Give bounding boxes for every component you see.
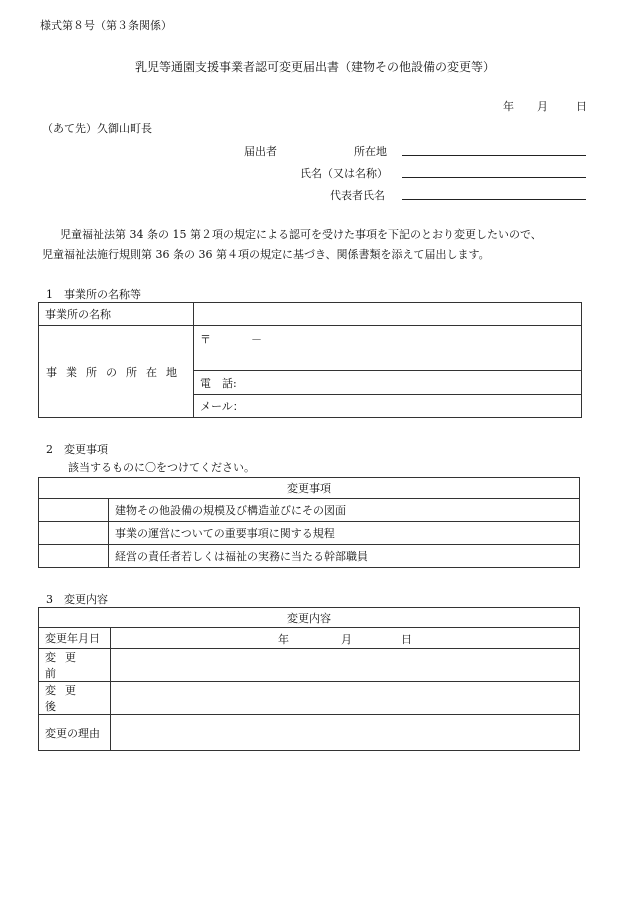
facility-name-field[interactable] [194, 303, 582, 326]
applicant-name-label: 氏名（又は名称） [300, 167, 388, 180]
facility-email-field[interactable]: メール： [194, 395, 582, 418]
after-label: 変更後 [39, 682, 111, 715]
section3-heading: 3 変更内容 [46, 593, 108, 606]
facility-postal-field[interactable] [194, 326, 582, 371]
change-content-header: 変更内容 [39, 608, 580, 628]
applicant-label: 届出者 [244, 145, 277, 158]
reason-label: 変更の理由 [39, 715, 111, 751]
form-number: 様式第８号（第３条関係） [40, 19, 172, 32]
reason-field[interactable] [111, 715, 580, 751]
change-item-check-1[interactable] [39, 499, 109, 522]
facility-phone-field[interactable]: 電 話: [194, 371, 582, 395]
applicant-name-line[interactable] [402, 177, 586, 178]
after-field[interactable] [111, 682, 580, 715]
facility-address-label: 事業所の所在地 [39, 326, 194, 418]
change-item-label-3: 経営の責任者若しくは福祉の実務に当たる幹部職員 [109, 545, 580, 568]
date-day-label: 日 [576, 100, 587, 113]
change-item-check-2[interactable] [39, 522, 109, 545]
before-field[interactable] [111, 649, 580, 682]
addressee: （あて先）久御山町長 [42, 122, 152, 135]
change-content-table [38, 607, 580, 751]
change-date-year: 年 [278, 633, 289, 646]
applicant-rep-line[interactable] [402, 199, 586, 200]
section2-heading: 2 変更事項 [46, 443, 108, 456]
section2-instruction: 該当するものに〇をつけてください。 [68, 461, 255, 474]
change-item-label-1: 建物その他設備の規模及び構造並びにその図面 [109, 499, 580, 522]
before-label: 変更前 [39, 649, 111, 682]
change-date-field[interactable] [111, 628, 580, 649]
facility-name-label: 事業所の名称 [39, 303, 194, 326]
body-text-line1: 児童福祉法第 34 条の 15 第２項の規定による認可を受けた事項を下記のとおり変更したいので、 [60, 228, 542, 241]
applicant-rep-label: 代表者氏名 [330, 189, 385, 202]
facility-table [38, 302, 582, 418]
change-date-month: 月 [341, 633, 352, 646]
date-month-label: 月 [537, 100, 548, 113]
change-date-label: 変更年月日 [39, 628, 111, 649]
postal-mark: 〒 [200, 333, 211, 346]
applicant-address-label: 所在地 [354, 145, 387, 158]
change-items-table [38, 477, 580, 568]
change-item-check-3[interactable] [39, 545, 109, 568]
change-item-label-2: 事業の運営についての重要事項に関する規程 [109, 522, 580, 545]
section1-heading: 1 事業所の名称等 [46, 288, 141, 301]
postal-dash: － [251, 333, 262, 346]
change-items-header: 変更事項 [39, 478, 580, 499]
applicant-address-line[interactable] [402, 155, 586, 156]
date-year-label: 年 [503, 100, 514, 113]
change-date-day: 日 [401, 633, 412, 646]
page-title: 乳児等通園支援事業者認可変更届出書（建物その他設備の変更等） [134, 60, 495, 74]
body-text-line2: 児童福祉法施行規則第 36 条の 36 第４項の規定に基づき、関係書類を添えて届出します。 [42, 248, 490, 261]
